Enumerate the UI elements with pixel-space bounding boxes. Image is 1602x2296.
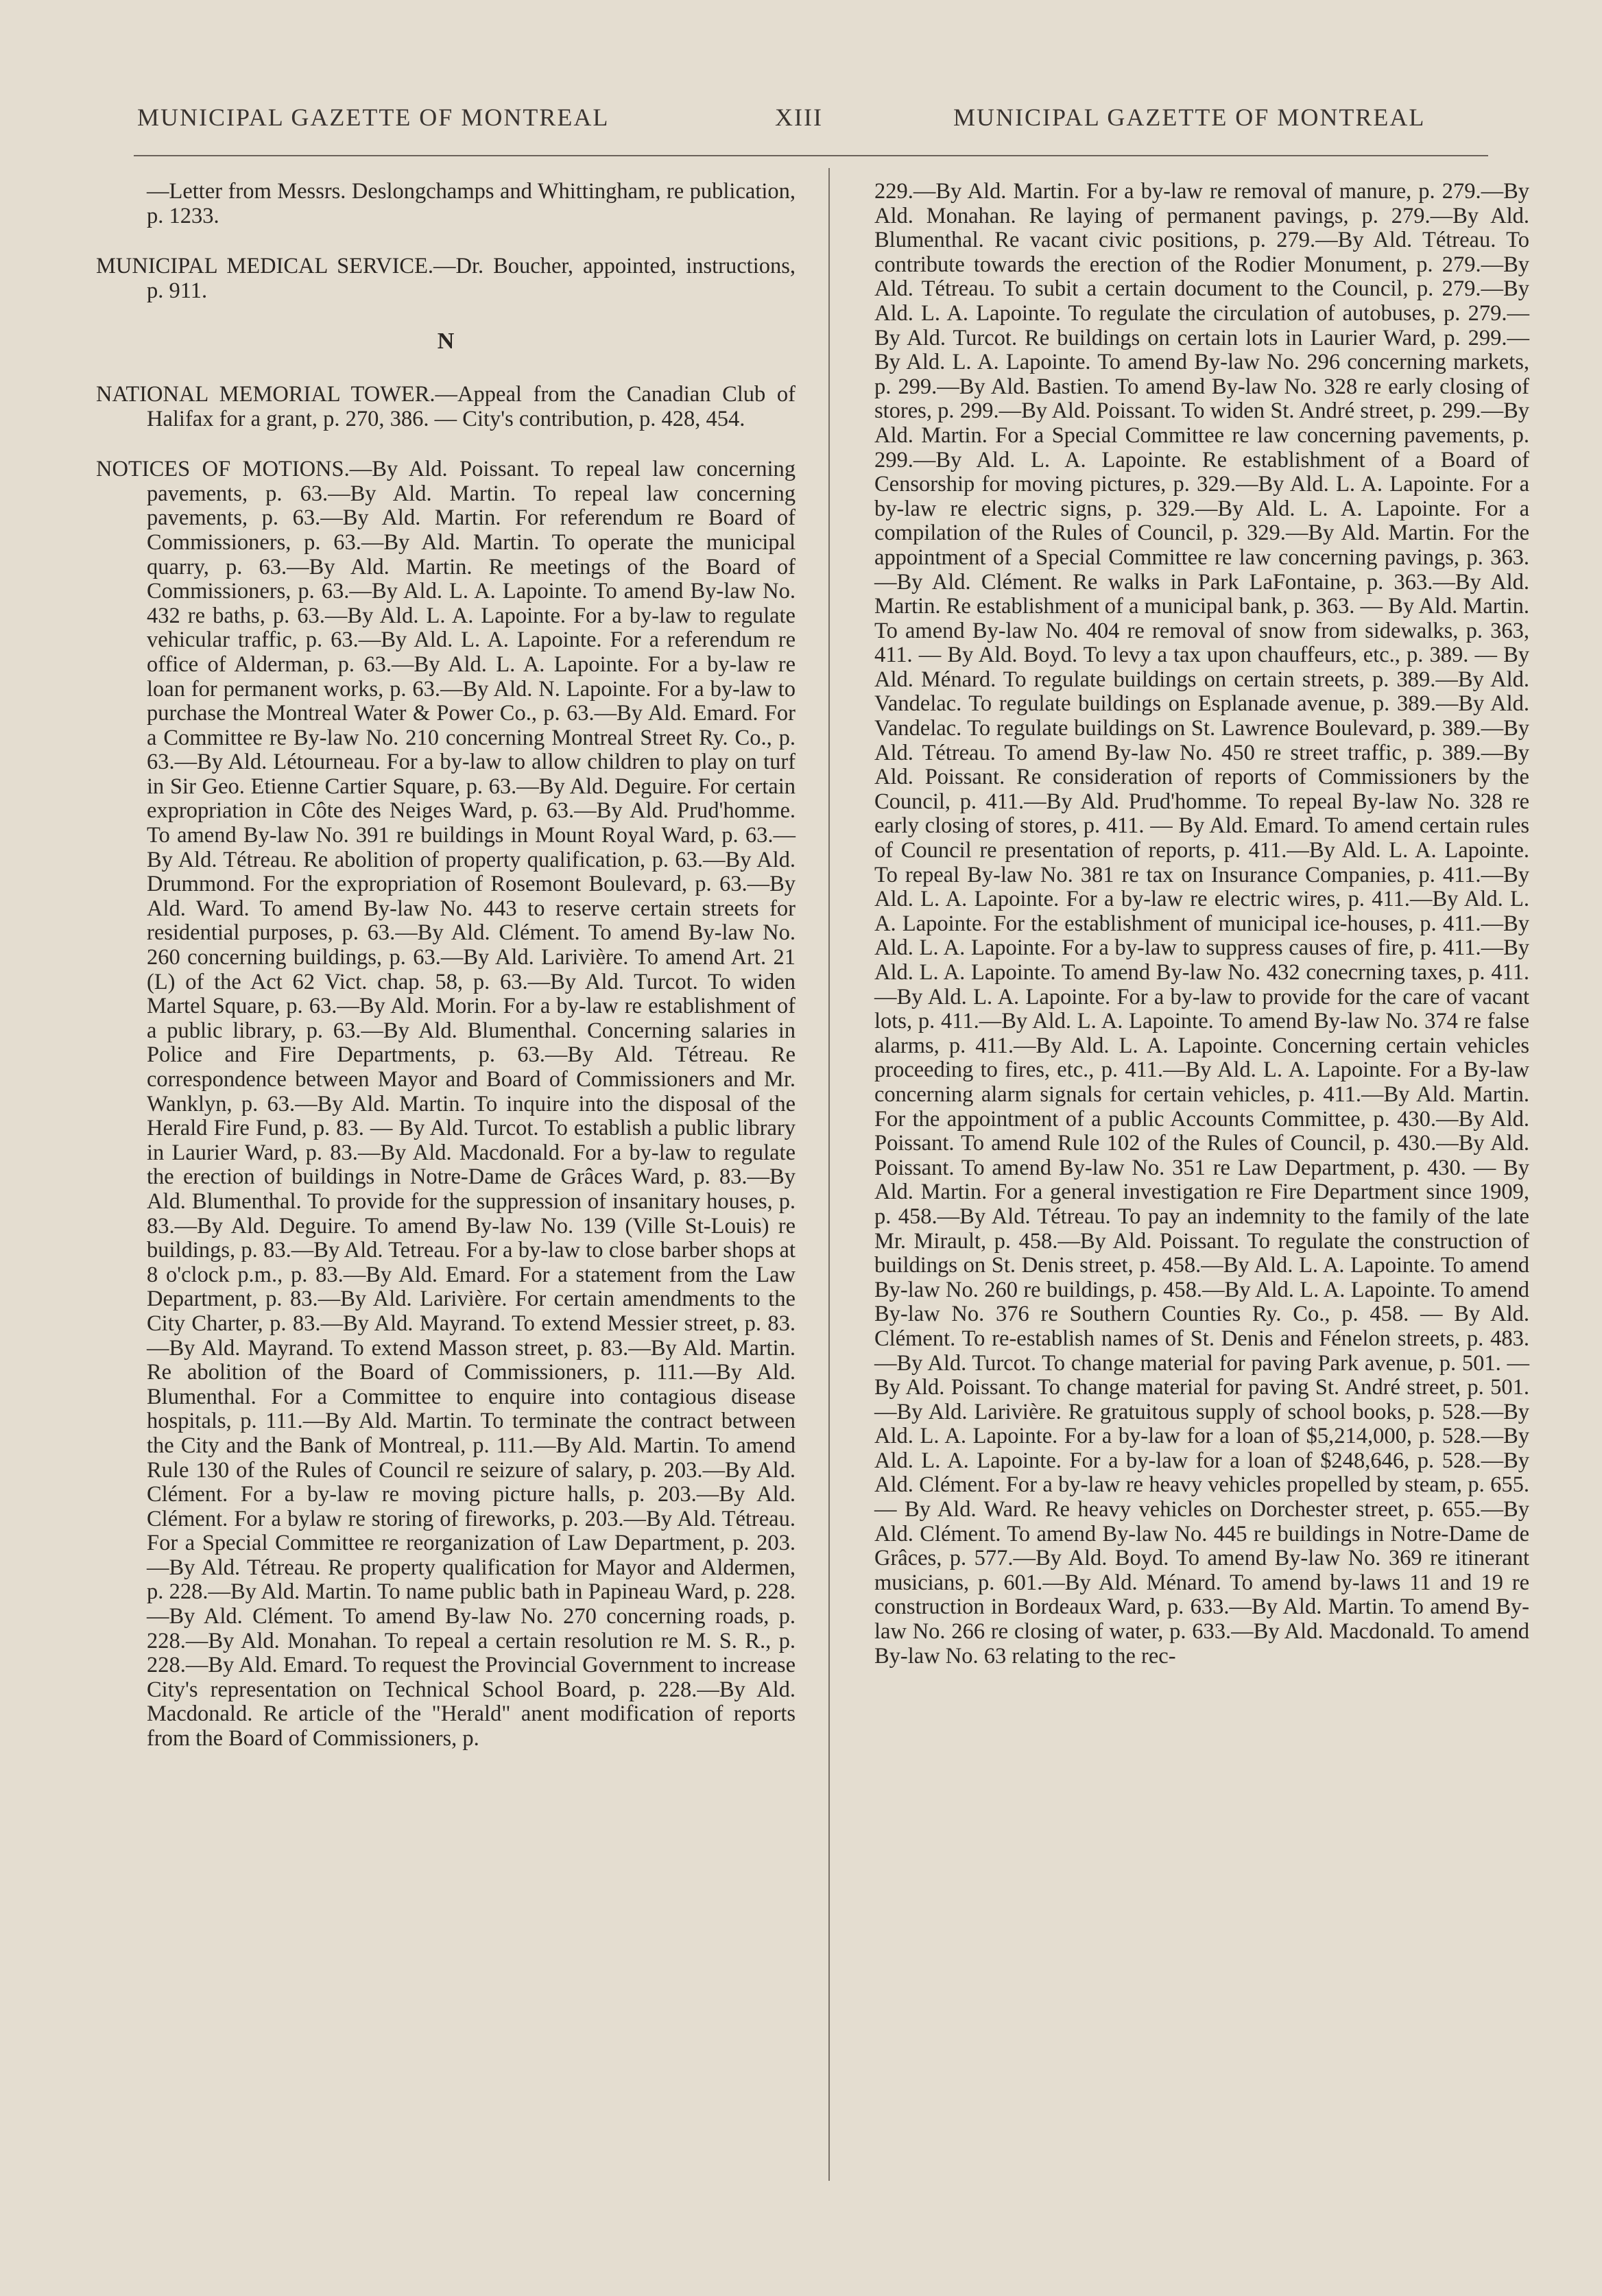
- index-entry-notices-of-motions: NOTICES OF MOTIONS.—By Ald. Poissant. To repeal law concerning pavements, p. 63.—By Ald. Martin. To repeal law concerning pavements, p. 63.—By Ald. Martin. For referendum re Board of Commissioners, p. 63.—By Ald. Martin. To operate the municipal quarry, p. 63.—By Ald. Martin. Re meetings of the Board of Commissioners, p. 63.—By Ald. L. A. Lapointe. To amend By-law No. 432 re baths, p. 63.—By Ald. L. A. Lapointe. For a by-law to regulate vehicular traffic, p. 63.—By Ald. L. A. Lapointe. For a referendum re office of Alderman, p. 63.—By Ald. L. A. Lapointe. For a by-law re loan for permanent works, p. 63.—By Ald. N. Lapointe. For a by-law to purchase the Montreal Water & Power Co., p. 63.—By Ald. Emard. For a Committee re By-law No. 210 concerning Montreal Street Ry. Co., p. 63.—By Ald. Létourneau. For a by-law to allow children to play on turf in Sir Geo. Etienne Cartier Square, p. 63.—By Ald. Deguire. For certain expropriation in Côte des Neiges Ward, p. 63.—By Ald. Prud'homme. To amend By-law No. 391 re buildings in Mount Royal Ward, p. 63.—By Ald. Tétreau. Re abolition of property qualification, p. 63.—By Ald. Drummond. For the expropriation of Rosemont Boulevard, p. 63.—By Ald. Ward. To amend By-law No. 443 to reserve certain streets for residential purposes, p. 63.—By Ald. Clément. To amend By-law No. 260 concerning buildings, p. 63.—By Ald. Larivière. To amend Art. 21 (L) of the Act 62 Vict. chap. 58, p. 63.—By Ald. Turcot. To widen Martel Square, p. 63.—By Ald. Morin. For a by-law re establishment of a public library, p. 63.—By Ald. Blumenthal. Concerning salaries in Police and Fire Departments, p. 63.—By Ald. Tétreau. Re correspondence between Mayor and Board of Commissioners and Mr. Wanklyn, p. 63.—By Ald. Martin. To inquire into the disposal of the Herald Fire Fund, p. 83. — By Ald. Turcot. To establish a public library in Laurier Ward, p. 83.—By Ald. Macdonald. For a by-law to regulate the erection of buildings in Notre-Dame de Grâces Ward, p. 83.—By Ald. Blumenthal. To provide for the suppression of insanitary houses, p. 83.—By Ald. Deguire. To amend By-law No. 139 (Ville St-Louis) re buildings, p. 83.—By Ald. Tetreau. For a by-law to close barber shops at 8 o'clock p.m., p. 83.—By Ald. Emard. For a statement from the Law Department, p. 83.—By Ald. Larivière. For certain amendments to the City Charter, p. 83.—By Ald. Mayrand. To extend Messier street, p. 83.—By Ald. Mayrand. To extend Masson street, p. 83.—By Ald. Martin. Re abolition of the Board of Commissioners, p. 111.—By Ald. Blumenthal. For a Committee to enquire into contagious disease hospitals, p. 111.—By Ald. Martin. To terminate the contract between the City and the Bank of Montreal, p. 111.—By Ald. Martin. To amend Rule 130 of the Rules of Council re seizure of salary, p. 203.—By Ald. Clément. For a by-law re moving picture halls, p. 203.—By Ald. Clément. For a bylaw re storing of fireworks, p. 203.—By Ald. Tétreau. For a Special Committee re reorganization of Law Department, p. 203.—By Ald. Tétreau. Re property qualification for Mayor and Aldermen, p. 228.—By Ald. Martin. To name public bath in Papineau Ward, p. 228.—By Ald. Clément. To amend By-law No. 270 concerning roads, p. 228.—By Ald. Monahan. To repeal a certain resolution re M. S. R., p. 228.—By Ald. Emard. To request the Provincial Government to increase City's representation on Technical School Board, p. 228.—By Ald. Macdonald. Re article of the "Herald" anent modification of reports from the Board of Commissioners, p.: [96, 457, 796, 1751]
- header-rule: [134, 155, 1488, 156]
- column-divider: [828, 168, 830, 2181]
- index-entry-national-memorial-tower: NATIONAL MEMORIAL TOWER.—Appeal from the Canadian Club of Halifax for a grant, p. 270, 386. — City's contribution, p. 428, 454.: [96, 381, 796, 431]
- running-header-right: MUNICIPAL GAZETTE OF MONTREAL: [953, 104, 1426, 131]
- index-entry-municipal-medical-service: MUNICIPAL MEDICAL SERVICE.—Dr. Boucher, appointed, instructions, p. 911.: [96, 254, 796, 303]
- index-entry-notices-continued: 229.—By Ald. Martin. For a by-law re removal of manure, p. 279.—By Ald. Monahan. Re laying of permanent pavings, p. 279.—By Ald. Blumenthal. Re vacant civic positions, p. 279.—By Ald. Tétreau. To contribute towards the erection of the Rodier Monument, p. 279.—By Ald. Tétreau. To subit a certain document to the Council, p. 279.—By Ald. L. A. Lapointe. To regulate the circulation of autobuses, p. 279.—By Ald. Turcot. Re buildings on certain lots in Laurier Ward, p. 299.—By Ald. L. A. Lapointe. To amend By-law No. 296 concerning markets, p. 299.—By Ald. Bastien. To amend By-law No. 328 re early closing of stores, p. 299.—By Ald. Poissant. To widen St. André street, p. 299.—By Ald. Martin. For a Special Committee re law concerning pavements, p. 299.—By Ald. L. A. Lapointe. Re establishment of a Board of Censorship for moving pictures, p. 329.—By Ald. L. A. Lapointe. For a by-law re electric signs, p. 329.—By Ald. L. A. Lapointe. For a compilation of the Rules of Council, p. 329.—By Ald. Martin. For the appointment of a Special Committee re law concerning pavings, p. 363.—By Ald. Clément. Re walks in Park LaFontaine, p. 363.—By Ald. Martin. Re establishment of a municipal bank, p. 363. — By Ald. Martin. To amend By-law No. 404 re removal of snow from sidewalks, p. 363, 411. — By Ald. Boyd. To levy a tax upon chauffeurs, etc., p. 389. — By Ald. Ménard. To regulate buildings on certain streets, p. 389.—By Ald. Vandelac. To regulate buildings on Esplanade avenue, p. 389.—By Ald. Vandelac. To regulate buildings on St. Lawrence Boulevard, p. 389.—By Ald. Tétreau. To amend By-law No. 450 re street traffic, p. 389.—By Ald. Poissant. Re consideration of reports of Commissioners by the Council, p. 411.—By Ald. Prud'homme. To repeal By-law No. 328 re early closing of stores, p. 411. — By Ald. Emard. To amend certain rules of Council re presentation of reports, p. 411.—By Ald. L. A. Lapointe. To repeal By-law No. 381 re tax on Insurance Companies, p. 411.—By Ald. L. A. Lapointe. For a by-law re electric wires, p. 411.—By Ald. L. A. Lapointe. For the establishment of municipal ice-houses, p. 411.—By Ald. L. A. Lapointe. For a by-law to suppress causes of fire, p. 411.—By Ald. L. A. Lapointe. To amend By-law No. 432 conecrning taxes, p. 411.—By Ald. L. A. Lapointe. For a by-law to provide for the care of vacant lots, p. 411.—By Ald. L. A. Lapointe. To amend By-law No. 374 re false alarms, p. 411.—By Ald. L. A. Lapointe. Concerning certain vehicles proceeding to fires, etc., p. 411.—By Ald. L. A. Lapointe. For a By-law concerning alarm signals for certain vehicles, p. 411.—By Ald. Martin. For the appointment of a public Accounts Committee, p. 430.—By Ald. Poissant. To amend Rule 102 of the Rules of Council, p. 430.—By Ald. Poissant. To amend By-law No. 351 re Law Department, p. 430. — By Ald. Martin. For a general investigation re Fire Department since 1909, p. 458.—By Ald. Tétreau. To pay an indemnity to the family of the late Mr. Mirault, p. 458.—By Ald. Poissant. To regulate the construction of buildings on St. Denis street, p. 458.—By Ald. L. A. Lapointe. To amend By-law No. 260 re buildings, p. 458.—By Ald. L. A. Lapointe. To amend By-law No. 376 re Southern Counties Ry. Co., p. 458. — By Ald. Clément. To re-establish names of St. Denis and Fénelon streets, p. 483.—By Ald. Turcot. To change material for paving Park avenue, p. 501. — By Ald. Poissant. To change material for paving St. André street, p. 501.—By Ald. Larivière. Re gratuitous supply of school books, p. 528.—By Ald. L. A. Lapointe. For a by-law for a loan of $5,214,000, p. 528.—By Ald. L. A. Lapointe. For a by-law for a loan of $248,646, p. 528.—By Ald. Clément. For a by-law re heavy vehicles propelled by steam, p. 655. — By Ald. Ward. Re heavy vehicles on Dorchester street, p. 655.—By Ald. Clément. To amend By-law No. 445 re buildings in Notre-Dame de Grâces, p. 577.—By Ald. Boyd. To amend By-law No. 369 re itinerant musicians, p. 601.—By Ald. Ménard. To amend by-laws 11 and 19 re construction in Bordeaux Ward, p. 633.—By Ald. Martin. To amend By-law No. 266 re closing of water, p. 633.—By Ald. Macdonald. To amend By-law No. 63 relating to the rec-: [874, 179, 1530, 1669]
- section-letter: N: [437, 328, 455, 355]
- running-header-left: MUNICIPAL GAZETTE OF MONTREAL: [137, 104, 610, 131]
- page-number: XIII: [775, 104, 823, 131]
- index-entry-continuation: —Letter from Messrs. Deslongchamps and Whittingham, re publication, p. 1233.: [147, 179, 796, 228]
- index-column-right: [874, 180, 1529, 1669]
- index-column-left: [96, 180, 796, 1778]
